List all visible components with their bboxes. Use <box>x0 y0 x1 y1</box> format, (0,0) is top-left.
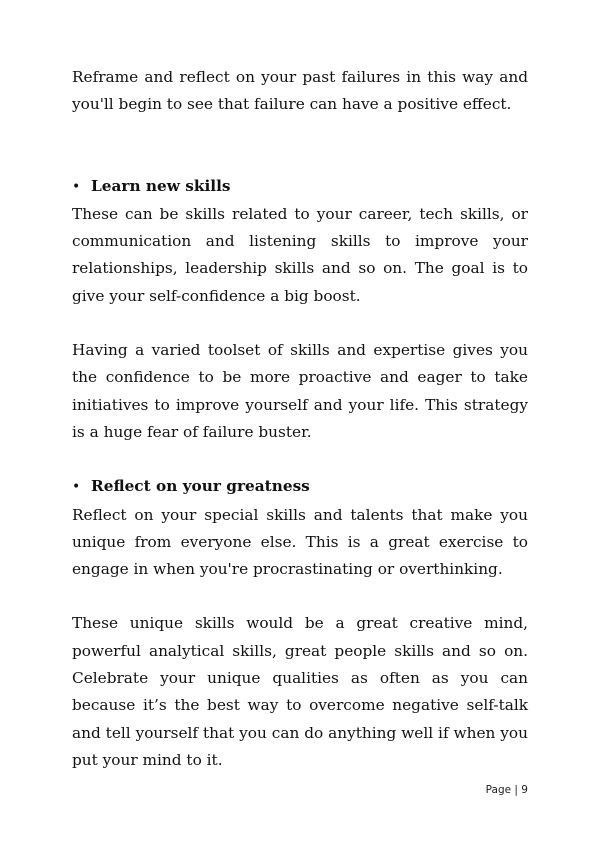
spacer <box>72 446 528 473</box>
section-heading-learn-new-skills <box>72 173 528 201</box>
section-heading-reflect-on-greatness <box>72 473 528 501</box>
section-heading-text: Learn new skills <box>91 176 231 195</box>
spacer <box>72 119 528 173</box>
bullet-icon: • <box>72 479 81 496</box>
section-heading-text: Reflect on your greatness <box>91 477 310 496</box>
learn-skills-paragraph-2: Having a varied toolset of skills and expertise gives you the confidence to be more proactive and eager to take initiatives to improve yourself and your life. This strategy is a huge fear of failure buster. <box>72 341 528 441</box>
learn-skills-paragraph-1: These can be skills related to your career, tech skills, or communication and listening skills to improve your relationships, leadership skills and so on. The goal is to give your self-confidence a big boost. <box>72 204 528 305</box>
greatness-paragraph-1: Reflect on your special skills and talents that make you unique from everyone else. This is a great exercise to engage in when you're procrastinating or overthinking. <box>72 505 528 579</box>
spacer <box>72 310 528 337</box>
spacer <box>72 583 528 610</box>
intro-paragraph: Reframe and reflect on your past failures in this way and you'll begin to see that failure can have a positive effect. <box>72 68 528 114</box>
greatness-paragraph-2: These unique skills would be a great creative mind, powerful analytical skills, great people skills and so on. Celebrate your unique qualities as often as you can because it’s the best way to overcome negative self-talk and tell yourself that you can do anything well if when you put your mind to it. <box>72 614 528 769</box>
page-body <box>72 64 528 774</box>
bullet-icon: • <box>72 178 81 195</box>
page-number-footer: Page | 9 <box>485 784 528 796</box>
